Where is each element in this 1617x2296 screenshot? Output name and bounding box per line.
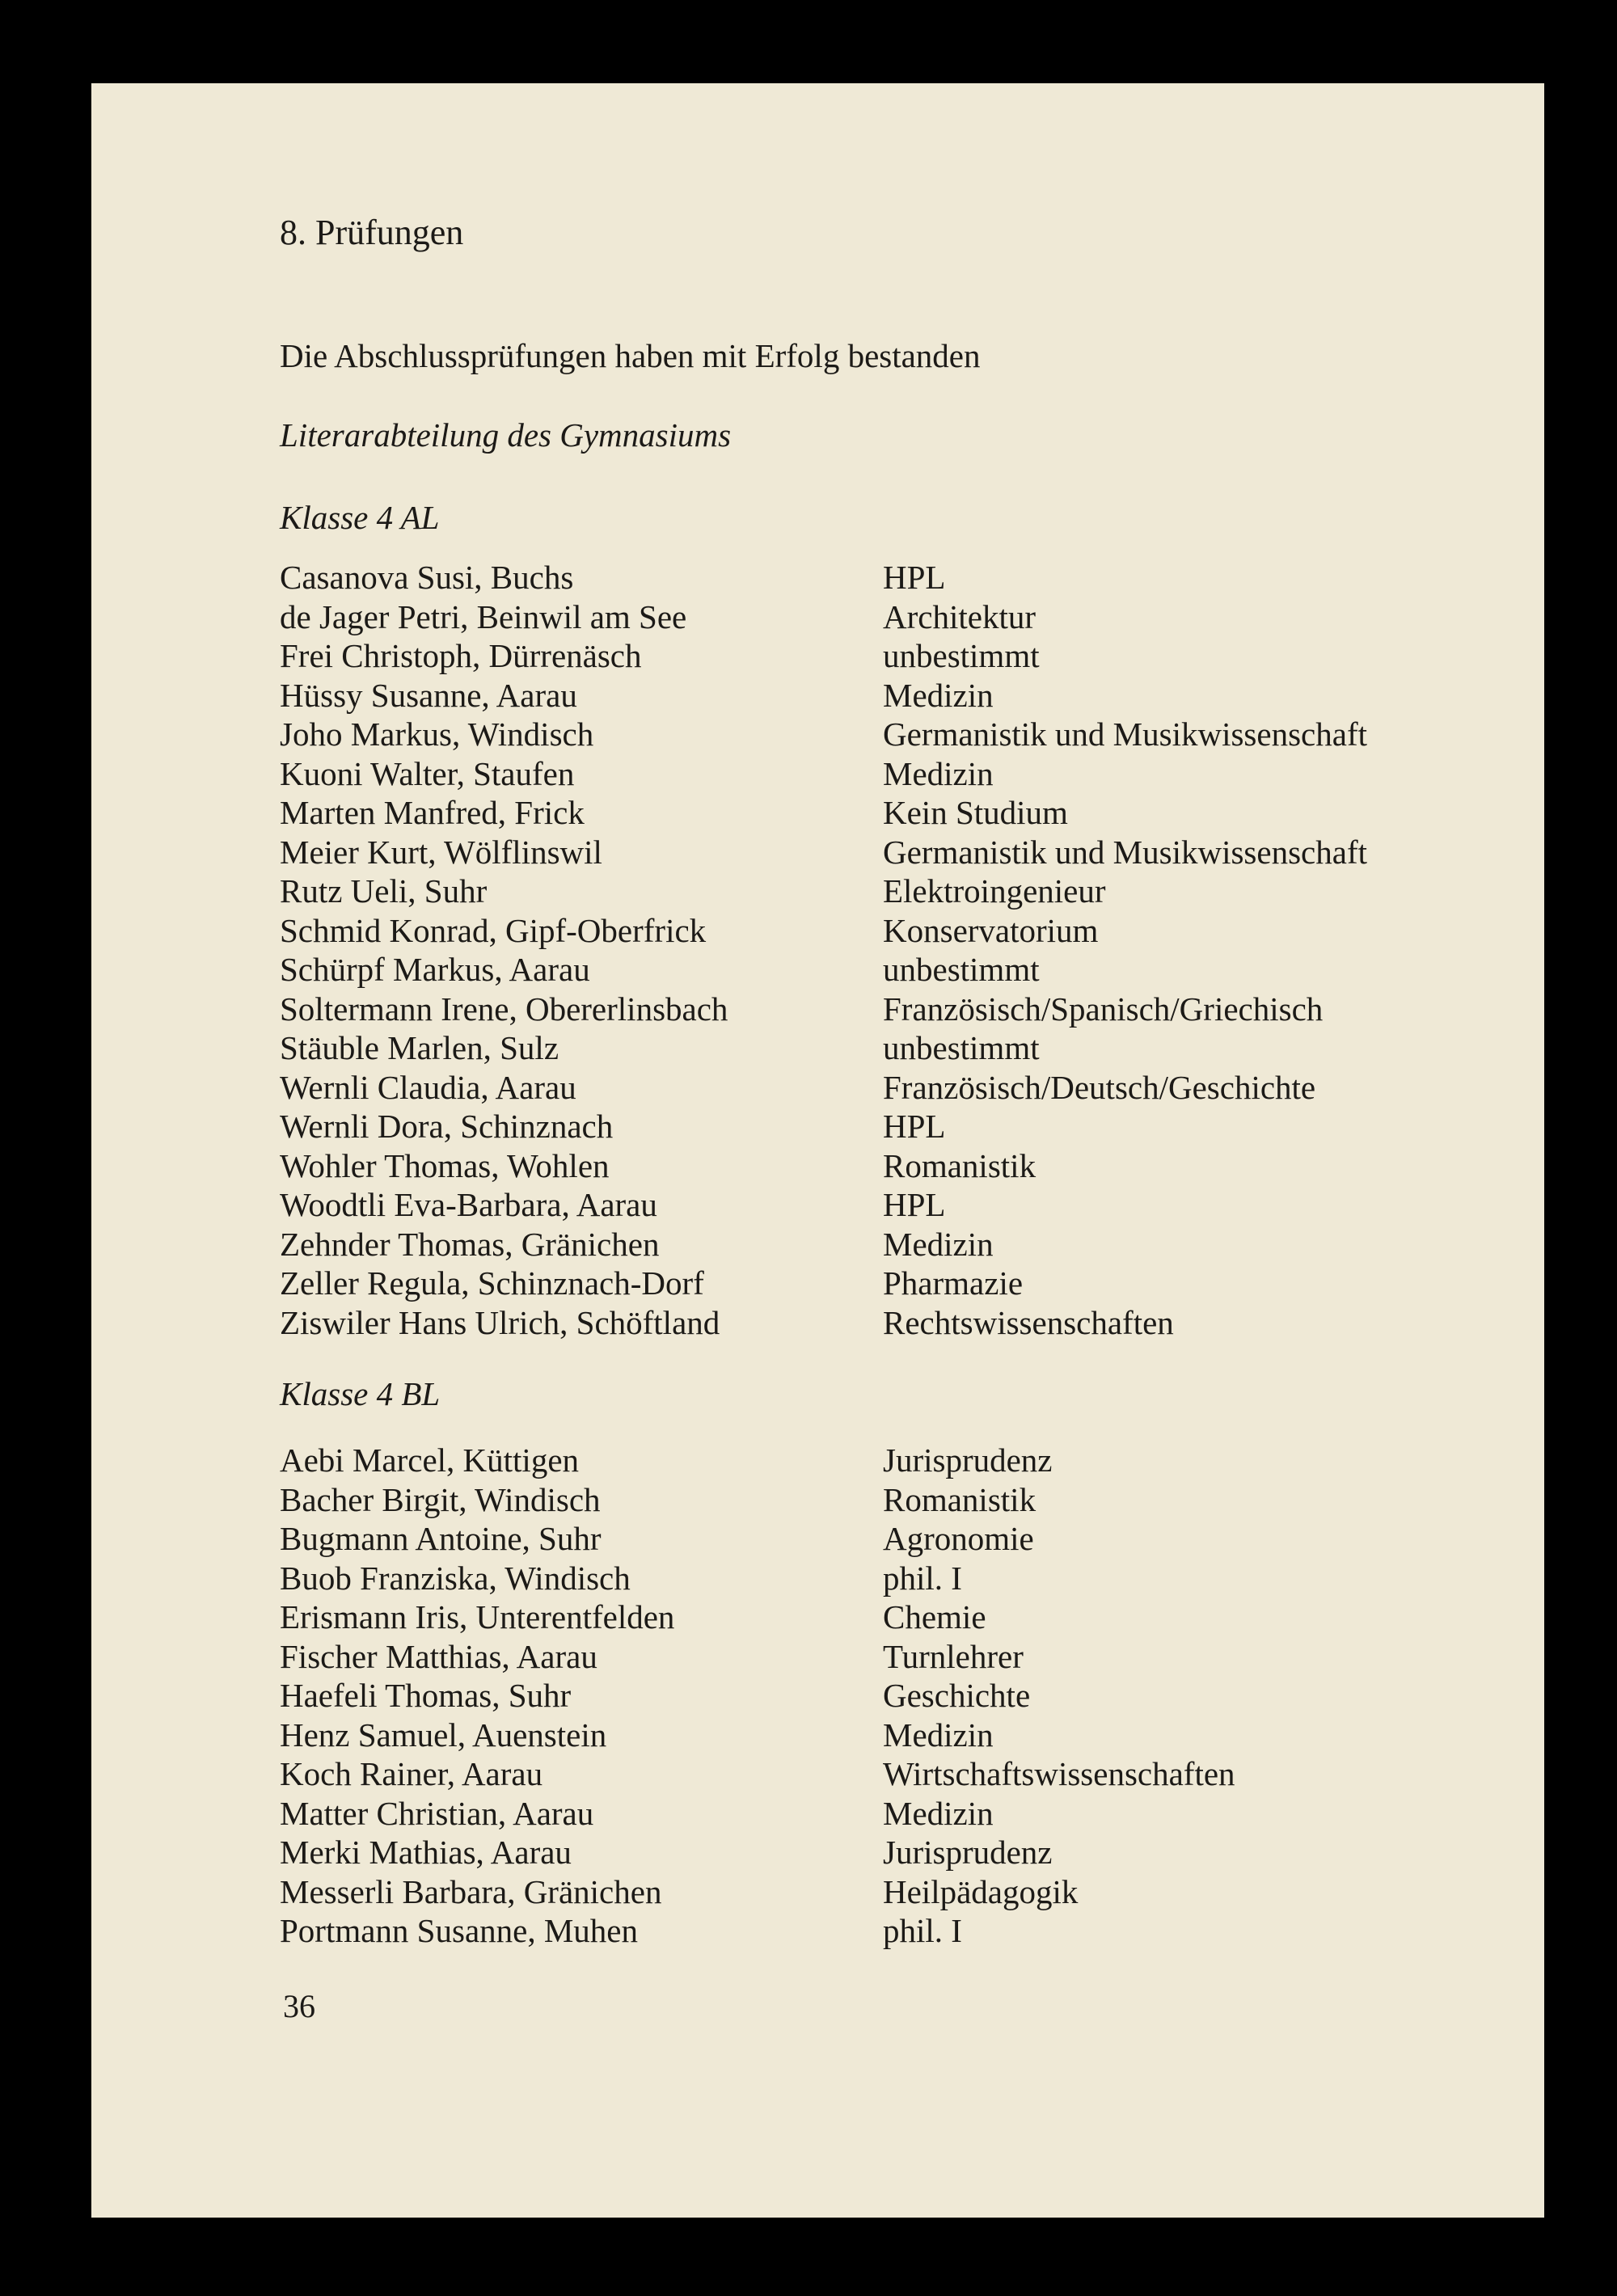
student-name: Aebi Marcel, Küttigen	[280, 1441, 580, 1479]
study-field: Chemie	[883, 1598, 986, 1635]
student-row	[280, 793, 1444, 833]
study-field: Architektur	[883, 597, 1036, 635]
study-field: Jurisprudenz	[883, 1441, 1053, 1479]
student-name: Hüssy Susanne, Aarau	[280, 676, 577, 714]
study-field: Turnlehrer	[883, 1637, 1024, 1675]
study-field: Medizin	[883, 754, 994, 792]
student-row	[280, 1597, 1444, 1637]
student-row	[280, 1028, 1444, 1068]
student-name: Wernli Dora, Schinznach	[280, 1108, 614, 1145]
student-row	[280, 754, 1444, 794]
study-field: Elektroingenieur	[883, 872, 1106, 910]
study-field: Französisch/Deutsch/Geschichte	[883, 1068, 1316, 1106]
student-name: Ziswiler Hans Ulrich, Schöftland	[280, 1303, 720, 1341]
study-field: Germanistik und Musikwissenschaft	[883, 833, 1367, 871]
student-row	[280, 990, 1444, 1029]
student-name: Koch Rainer, Aarau	[280, 1755, 543, 1792]
page-number: 36	[283, 1988, 315, 2024]
student-name: Henz Samuel, Auenstein	[280, 1716, 607, 1754]
student-row	[280, 558, 1444, 597]
student-row	[280, 676, 1444, 715]
division-title: Literarabteilung des Gymnasiums	[280, 416, 732, 454]
roster-4bl	[280, 1441, 1444, 1951]
student-row	[280, 715, 1444, 754]
student-row	[280, 950, 1444, 990]
student-name: Erismann Iris, Unterentfelden	[280, 1598, 675, 1635]
study-field: HPL	[883, 1186, 946, 1223]
student-row	[280, 1833, 1444, 1872]
student-name: de Jager Petri, Beinwil am See	[280, 597, 687, 635]
study-field: HPL	[883, 1108, 946, 1145]
study-field: Germanistik und Musikwissenschaft	[883, 715, 1367, 753]
study-field: phil. I	[883, 1912, 962, 1949]
study-field: Medizin	[883, 676, 994, 714]
student-row	[280, 1225, 1444, 1264]
student-row	[280, 636, 1444, 676]
student-name: Schürpf Markus, Aarau	[280, 951, 590, 988]
student-row	[280, 833, 1444, 872]
student-name: Wohler Thomas, Wohlen	[280, 1146, 610, 1184]
student-row	[280, 1303, 1444, 1343]
student-name: Matter Christian, Aarau	[280, 1794, 594, 1832]
study-field: Wirtschaftswissenschaften	[883, 1755, 1235, 1792]
study-field: Romanistik	[883, 1146, 1036, 1184]
student-row	[280, 1068, 1444, 1108]
student-name: Casanova Susi, Buchs	[280, 559, 574, 596]
student-name: Rutz Ueli, Suhr	[280, 872, 488, 910]
student-row	[280, 1107, 1444, 1146]
student-name: Fischer Matthias, Aarau	[280, 1637, 597, 1675]
student-name: Zehnder Thomas, Gränichen	[280, 1225, 660, 1263]
student-name: Soltermann Irene, Obererlinsbach	[280, 990, 728, 1028]
student-row	[280, 1911, 1444, 1951]
student-row	[280, 1716, 1444, 1755]
student-row	[280, 1559, 1444, 1598]
section-heading: 8. Prüfungen	[280, 213, 464, 252]
study-field: Romanistik	[883, 1480, 1036, 1518]
study-field: Kein Studium	[883, 794, 1068, 831]
study-field: phil. I	[883, 1559, 962, 1597]
student-name: Woodtli Eva-Barbara, Aarau	[280, 1186, 657, 1223]
student-row	[280, 1480, 1444, 1520]
student-row	[280, 1676, 1444, 1716]
student-name: Bugmann Antoine, Suhr	[280, 1520, 602, 1557]
study-field: Französisch/Spanisch/Griechisch	[883, 990, 1324, 1028]
student-row	[280, 1519, 1444, 1559]
study-field: Heilpädagogik	[883, 1872, 1079, 1910]
roster-4al	[280, 558, 1444, 1342]
student-name: Bacher Birgit, Windisch	[280, 1480, 601, 1518]
study-field: unbestimmt	[883, 637, 1040, 674]
study-field: HPL	[883, 559, 946, 596]
class-title-4bl: Klasse 4 BL	[280, 1375, 441, 1412]
study-field: Agronomie	[883, 1520, 1034, 1557]
student-name: Frei Christoph, Dürrenäsch	[280, 637, 642, 674]
student-name: Wernli Claudia, Aarau	[280, 1068, 576, 1106]
student-name: Merki Mathias, Aarau	[280, 1834, 572, 1871]
student-row	[280, 1264, 1444, 1303]
study-field: unbestimmt	[883, 951, 1040, 988]
student-row	[280, 1754, 1444, 1794]
student-name: Haefeli Thomas, Suhr	[280, 1677, 572, 1714]
student-row	[280, 872, 1444, 911]
student-row	[280, 1185, 1444, 1225]
student-row	[280, 911, 1444, 951]
study-field: Medizin	[883, 1794, 994, 1832]
study-field: Rechtswissenschaften	[883, 1303, 1174, 1341]
student-name: Stäuble Marlen, Sulz	[280, 1029, 559, 1066]
student-row	[280, 597, 1444, 637]
study-field: Medizin	[883, 1225, 994, 1263]
student-name: Portmann Susanne, Muhen	[280, 1912, 638, 1949]
class-title-4al: Klasse 4 AL	[280, 499, 440, 536]
student-name: Zeller Regula, Schinznach-Dorf	[280, 1264, 704, 1302]
study-field: Medizin	[883, 1716, 994, 1754]
student-row	[280, 1794, 1444, 1834]
study-field: Pharmazie	[883, 1264, 1024, 1302]
student-name: Joho Markus, Windisch	[280, 715, 594, 753]
study-field: Konservatorium	[883, 911, 1099, 949]
student-row	[280, 1146, 1444, 1186]
student-row	[280, 1872, 1444, 1912]
intro-text: Die Abschlussprüfungen haben mit Erfolg bestanden	[280, 337, 981, 374]
student-name: Buob Franziska, Windisch	[280, 1559, 631, 1597]
student-row	[280, 1441, 1444, 1480]
study-field: Geschichte	[883, 1677, 1031, 1714]
study-field: unbestimmt	[883, 1029, 1040, 1066]
study-field: Jurisprudenz	[883, 1834, 1053, 1871]
student-name: Kuoni Walter, Staufen	[280, 754, 575, 792]
student-name: Schmid Konrad, Gipf-Oberfrick	[280, 911, 707, 949]
student-name: Marten Manfred, Frick	[280, 794, 585, 831]
student-name: Messerli Barbara, Gränichen	[280, 1872, 662, 1910]
student-name: Meier Kurt, Wölflinswil	[280, 833, 602, 871]
student-row	[280, 1637, 1444, 1677]
